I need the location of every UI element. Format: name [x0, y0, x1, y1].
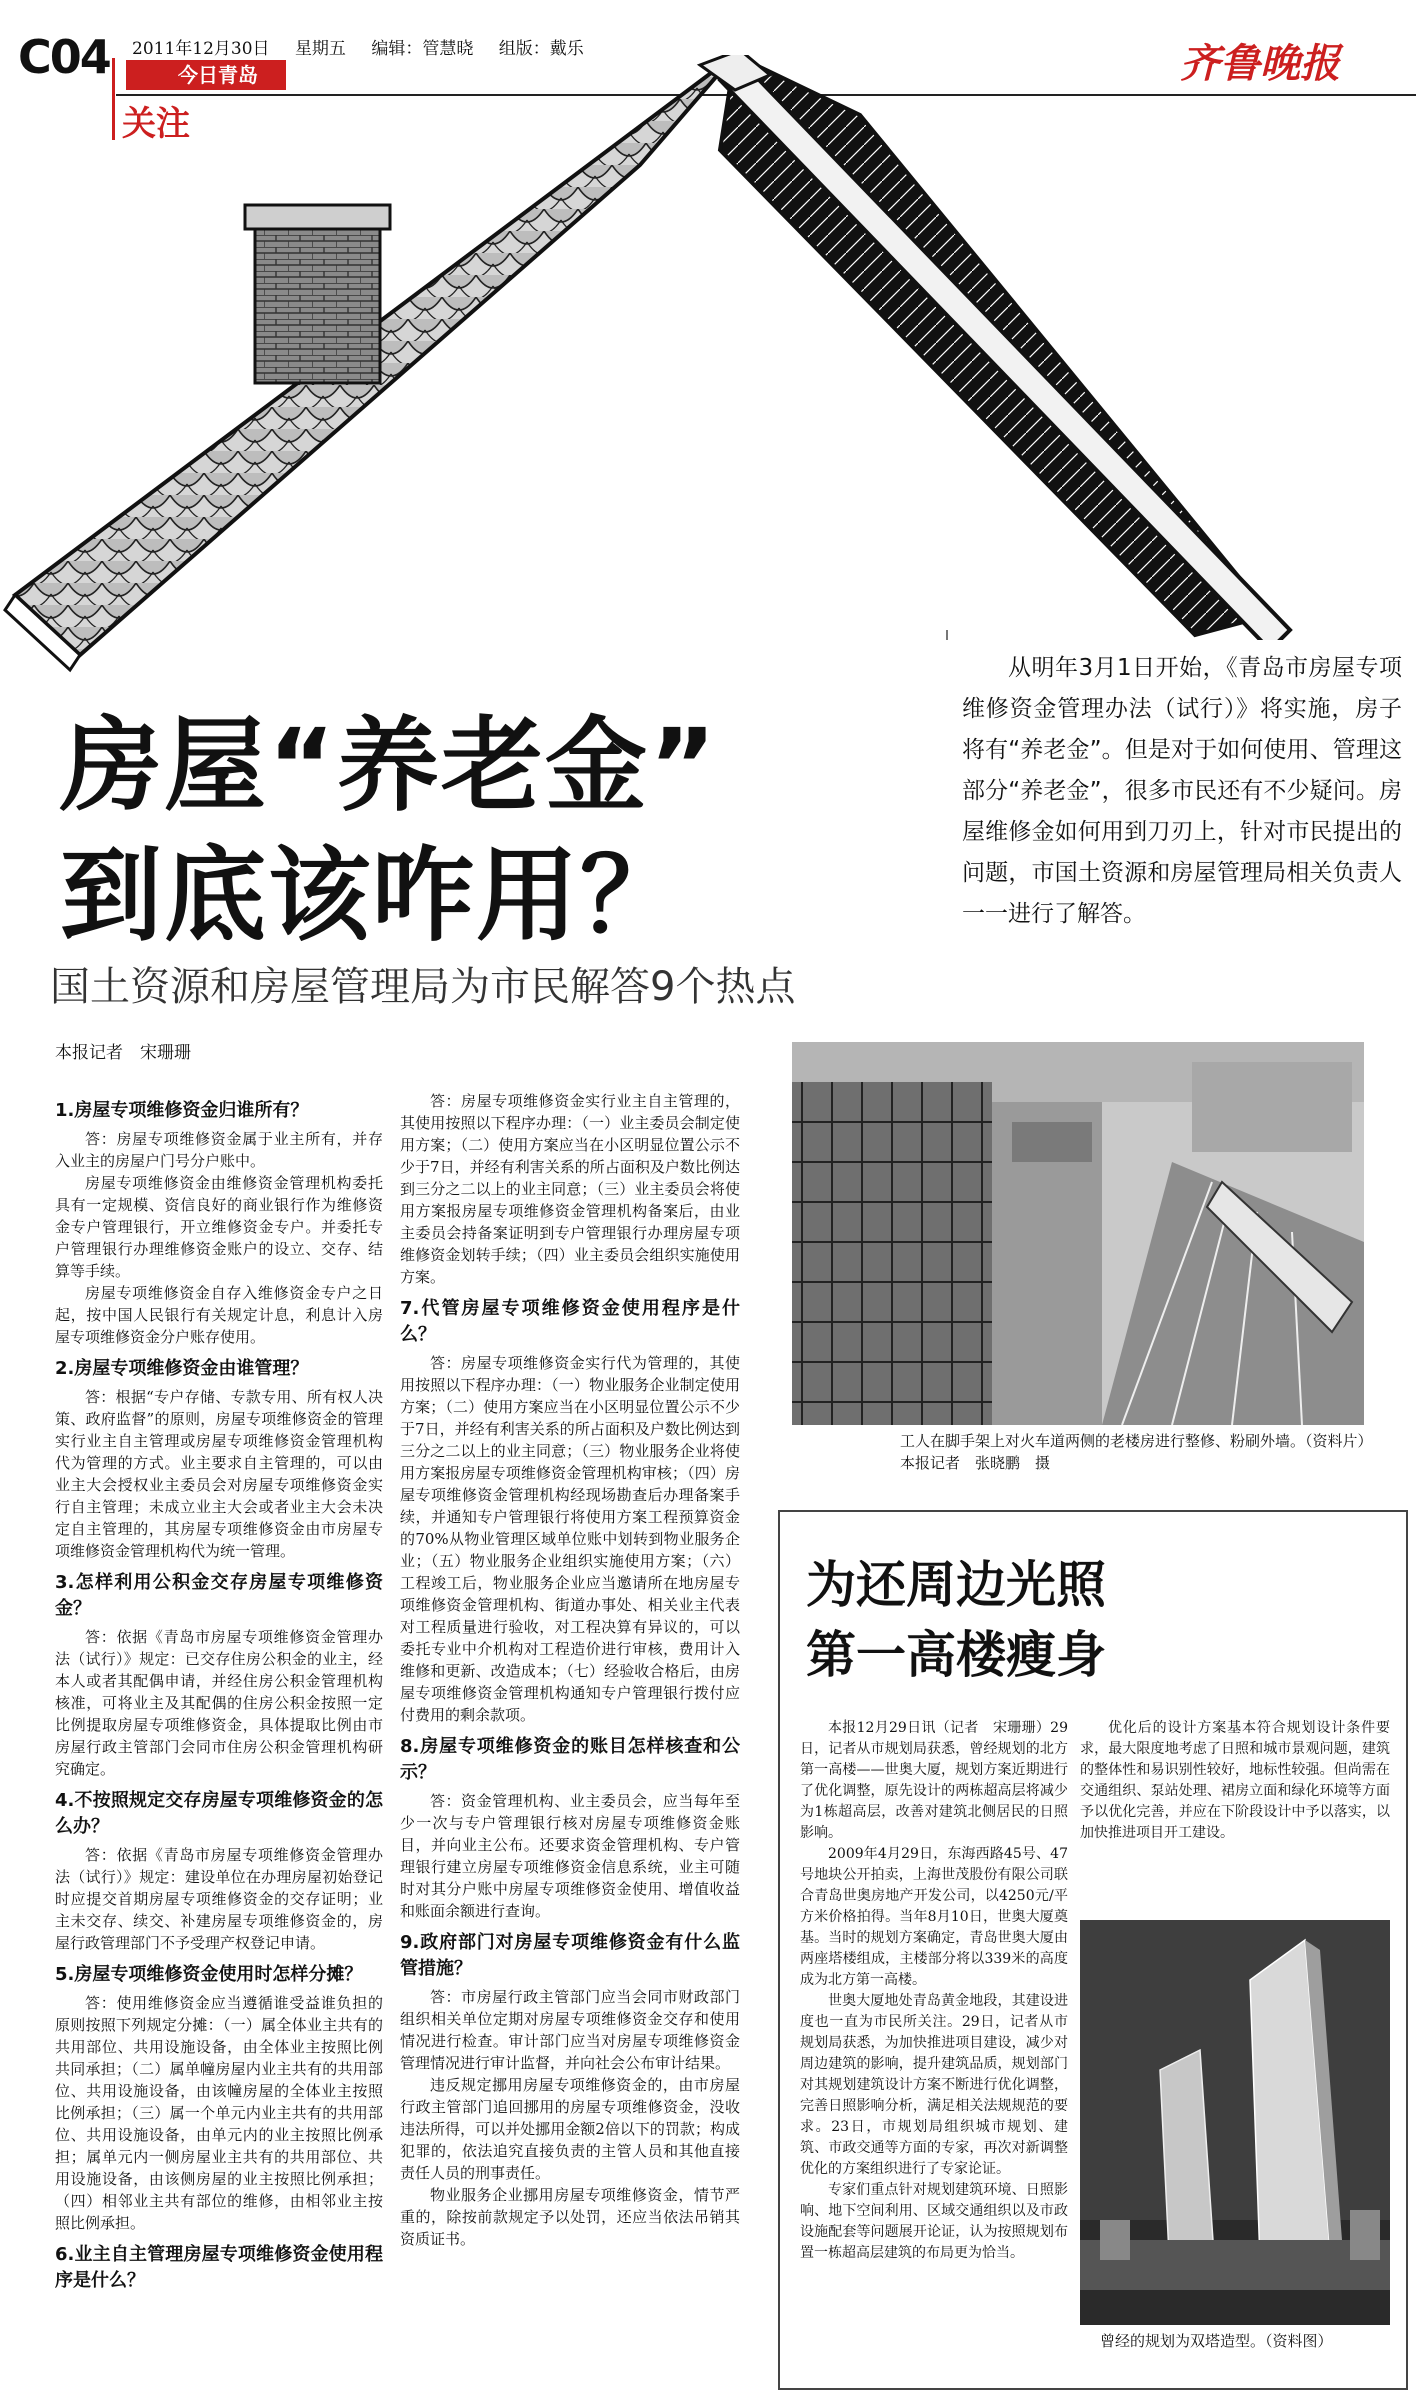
photo-caption: 工人在脚手架上对火车道两侧的老楼房进行整修、粉刷外墙。（资料片） 本报记者 张晓鹏 摄: [900, 1432, 1381, 1472]
issue-weekday: 星期五: [294, 39, 346, 59]
answer-paragraph: 答：依据《青岛市房屋专项维修资金管理办法（试行）》规定：建设单位在办理房屋初始登记时应提交首期房屋专项维修资金的交存证明；业主未交存、续交、补建房屋专项维修资金的，房屋行政管理部门不予受理产权登记申请。: [55, 1846, 383, 1952]
headline-line-2: 到底该咋用？: [60, 837, 684, 956]
headline-line-1: 房屋“养老金”: [60, 707, 719, 826]
lead-paragraph: 从明年3月1日开始，《青岛市房屋专项维修资金管理办法（试行）》将实施，房子将有“养老金”。但是对于如何使用、管理这部分“养老金”，很多市民还有不少疑问。房屋维修金如何用到刀刃上，针对市民提出的问题，市国土资源和房屋管理局相关负责人一一进行了解答。: [962, 655, 1402, 927]
photo2-caption: 曾经的规划为双塔造型。（资料图）: [1100, 2332, 1333, 2350]
roof-illustration: [0, 55, 1417, 685]
question-heading: 4.不按照规定交存房屋专项维修资金的怎么办？: [55, 1790, 383, 1837]
story-paragraph: 世奥大厦地处青岛黄金地段，其建设进度也一直为市民所关注。29日，记者从市规划局获悉，为加快推进项目建设，减少对周边建筑的影响，提升建筑品质，规划部门对其规划建筑设计方案不断进行优化调整，完善日照影响分析，满足相关法规规范的要求。23日，市规划局组织城市规划、建筑、市政交通等方面的专家，再次对新调整优化的方案组织进行了专家论证。: [800, 1993, 1068, 2177]
headline-subtitle: 国土资源和房屋管理局为市民解答9个热点: [50, 964, 796, 1010]
page-number: C04: [18, 30, 110, 84]
story2-title-line-2: 第一高楼瘦身: [806, 1626, 1106, 1684]
answer-paragraph: 房屋专项维修资金由维修资金管理机构委托具有一定规模、资信良好的商业银行作为维修资金专户管理银行，开立维修资金专户。并委托专户管理银行办理维修资金账户的设立、交存、结算等手续。: [55, 1174, 383, 1280]
story-paragraph: 优化后的设计方案基本符合规划设计条件要求，最大限度地考虑了日照和城市景观问题，建筑的整体性和易识别性较好，地标性较强。但尚需在交通组织、泵站处理、裙房立面和绿化环境等方面予以优化完善，并应在下阶段设计中予以落实，以加快推进项目开工建设。: [1080, 1720, 1390, 1841]
section-label: 今日青岛: [126, 60, 286, 90]
question-heading: 6.业主自主管理房屋专项维修资金使用程序是什么？: [55, 2244, 383, 2291]
question-heading: 1.房屋专项维修资金归谁所有？: [55, 1100, 309, 1121]
answer-paragraph: 答：房屋专项维修资金实行代为管理的，其使用按照以下程序办理：（一）物业服务企业制定使用方案；（二）使用方案应当在小区明显位置公示不少于7日，并经有利害关系的所占面积及户数比例达到三分之二以上的业主同意；（三）物业服务企业将使用方案报房屋专项维修资金管理机构审核；（四）房屋专项维修资金管理机构经现场勘查后办理备案手续，并通知专户管理银行将使用方案工程预算资金的70%从物业管理区域单位账中划转到物业服务企业；（五）物业服务企业组织实施使用方案；（六）工程竣工后，物业服务企业应当邀请所在地房屋专项维修资金管理机构、街道办事处、相关业主代表对工程质量进行验收，对工程决算有异议的，可以委托专业中介机构对工程造价进行审核，费用计入维修和更新、改造成本；（七）经验收合格后，由房屋专项维修资金管理机构通知专户管理银行拨付应付费用的剩余款项。: [400, 1354, 740, 1724]
photo-twin-towers-rendering: [1080, 1920, 1390, 2325]
newspaper-logo: 齐鲁晚报: [1180, 40, 1340, 87]
question-heading: 8.房屋专项维修资金的账目怎样核查和公示？: [400, 1736, 740, 1783]
answer-paragraph: 答：使用维修资金应当遵循谁受益谁负担的原则按照下列规定分摊：（一）属全体业主共有的共用部位、共用设施设备，由全体业主按照比例共同承担；（二）属单幢房屋内业主共有的共用部位、共用设施设备，由该幢房屋的全体业主按照比例承担；（三）属一个单元内业主共有的共用部位、共用设施设备，由单元内的业主按照比例承担；属单元内一侧房屋业主共有的共用部位、共用设施设备，由该侧房屋的业主按照比例承担；（四）相邻业主共有部位的维修，由相邻业主按照比例承担。: [55, 1994, 383, 2232]
section-tab: 关注: [122, 104, 190, 144]
question-heading: 5.房屋专项维修资金使用时怎样分摊？: [55, 1964, 363, 1985]
answer-paragraph: 答：依据《青岛市房屋专项维修资金管理办法（试行）》规定：已交存住房公积金的业主，经本人或者其配偶申请，并经住房公积金管理机构核准，可将业主及其配偶的住房公积金按照一定比例提取房屋专项维修资金，具体提取比例由市房屋行政主管部门会同市住房公积金管理机构研究确定。: [55, 1628, 383, 1778]
answer-paragraph: 答：房屋专项维修资金实行业主自主管理的，其使用按照以下程序办理：（一）业主委员会制定使用方案；（二）使用方案应当在小区明显位置公示不少于7日，并经有利害关系的所占面积及户数比例达到三分之二以上的业主同意；（三）业主委员会将使用方案报房屋专项维修资金管理机构备案后，由业主委员会持备案证明到专户管理银行办理房屋专项维修资金划转手续；（四）业主委员会组织实施使用方案。: [400, 1092, 740, 1286]
editor-credit: 编辑：管慧晓: [371, 39, 474, 59]
question-heading: 2.房屋专项维修资金由谁管理？: [55, 1358, 309, 1379]
answer-paragraph: 答：根据“专户存储、专款专用、所有权人决策、政府监督”的原则，房屋专项维修资金的管理实行业主自主管理或房屋专项维修资金管理机构代为管理的方式。业主要求自主管理的，可以由业主大会授权业主委员会对房屋专项维修资金实行自主管理；未成立业主大会或者业主大会未决定自主管理的，其房屋专项维修资金由市房屋专项维修资金管理机构代为统一管理。: [55, 1388, 383, 1560]
story2-title-line-1: 为还周边光照: [806, 1556, 1106, 1614]
question-heading: 9.政府部门对房屋专项维修资金有什么监管措施？: [400, 1932, 740, 1979]
answer-paragraph: 答：市房屋行政主管部门应当会同市财政部门组织相关单位定期对房屋专项维修资金交存和使用情况进行检查。审计部门应当对房屋专项维修资金管理情况进行审计监督，并向社会公布审计结果。: [400, 1988, 740, 2072]
story-paragraph: 专家们重点针对规划建筑环境、日照影响、地下空间利用、区域交通组织以及市政设施配套等问题展开论证，认为按照规划布置一栋超高层建筑的布局更为恰当。: [800, 2182, 1068, 2261]
layout-credit: 组版：戴乐: [498, 39, 584, 59]
qa-column-2: [400, 1090, 740, 2250]
story2-column-2: [1080, 1718, 1390, 1844]
story2-column-1: [800, 1718, 1068, 2264]
answer-paragraph: 违反规定挪用房屋专项维修资金的，由市房屋行政主管部门追回挪用的房屋专项维修资金，没收违法所得，可以并处挪用金额2倍以下的罚款；构成犯罪的，依法追究直接负责的主管人员和其他直接责任人员的刑事责任。: [400, 2076, 740, 2182]
byline: 本报记者 宋珊珊: [55, 1043, 191, 1063]
answer-paragraph: 答：房屋专项维修资金属于业主所有，并存入业主的房屋户门号分户账中。: [55, 1130, 383, 1170]
answer-paragraph: 物业服务企业挪用房屋专项维修资金，情节严重的，除按前款规定予以处罚，还应当依法吊销其资质证书。: [400, 2186, 740, 2248]
story-paragraph: 本报12月29日讯（记者 宋珊珊）29日，记者从市规划局获悉，曾经规划的北方第一高楼——世奥大厦，规划方案近期进行了优化调整，原先设计的两栋超高层将减少为1栋超高层，改善对建筑北侧居民的日照影响。: [800, 1720, 1068, 1841]
answer-paragraph: 房屋专项维修资金自存入维修资金专户之日起，按中国人民银行有关规定计息，利息计入房屋专项维修资金分户账存使用。: [55, 1284, 383, 1346]
answer-paragraph: 答：资金管理机构、业主委员会，应当每年至少一次与专户管理银行核对房屋专项维修资金账目，并向业主公布。还要求资金管理机构、专户管理银行建立房屋专项维修资金信息系统，业主可随时对其分户账中房屋专项维修资金使用、增值收益和账面余额进行查询。: [400, 1792, 740, 1920]
story-paragraph: 2009年4月29日，东海西路45号、47号地块公开拍卖，上海世茂股份有限公司联合青岛世奥房地产开发公司，以4250元/平方米价格拍得。当年8月10日，世奥大厦奠基。当时的规划方案确定，青岛世奥大厦由两座塔楼组成，主楼部分将以339米的高度成为北方第一高楼。: [800, 1846, 1068, 1988]
qa-column-1: [55, 1090, 383, 2298]
photo-railway-buildings: [792, 1042, 1364, 1425]
question-heading: 3.怎样利用公积金交存房屋专项维修资金？: [55, 1572, 383, 1619]
issue-date: 2011年12月30日: [132, 39, 270, 59]
question-heading: 7.代管房屋专项维修资金使用程序是什么？: [400, 1298, 740, 1345]
